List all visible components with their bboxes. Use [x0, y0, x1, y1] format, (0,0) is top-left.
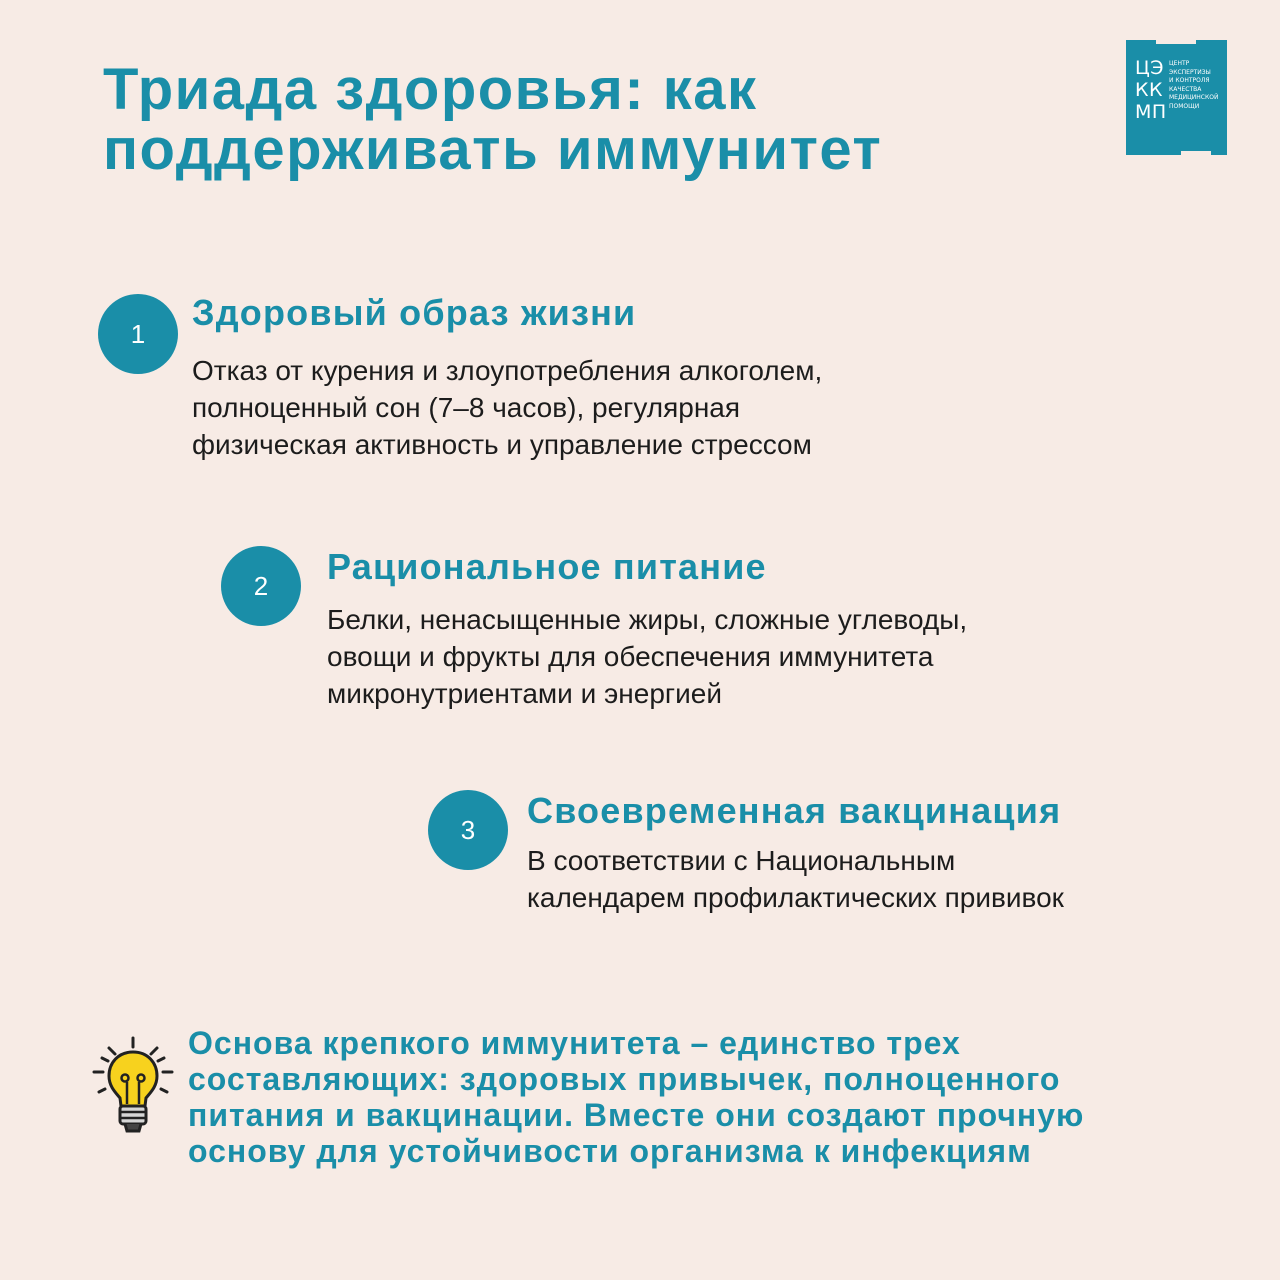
- step-description-line: полноценный сон (7–8 часов), регулярная: [192, 392, 741, 423]
- conclusion-line: составляющих: здоровых привычек, полноценного: [188, 1061, 1061, 1097]
- step-heading: Своевременная вакцинация: [527, 790, 1062, 831]
- conclusion-line: основу для устойчивости организма к инфекциям: [188, 1133, 1032, 1169]
- lightbulb-icon: [92, 1036, 174, 1136]
- logo-name-line: ПОМОЩИ: [1169, 102, 1200, 110]
- logo-name-line: ЭКСПЕРТИЗЫ: [1169, 68, 1211, 76]
- step-description: [527, 842, 1064, 916]
- step-description: [327, 601, 967, 712]
- step-description-line: В соответствии с Национальным: [527, 845, 956, 876]
- logo-name-line: И КОНТРОЛЯ: [1169, 77, 1210, 84]
- conclusion-line: питания и вакцинации. Вместе они создают прочную: [188, 1097, 1085, 1133]
- step-description-line: физическая активность и управление стрессом: [192, 429, 812, 460]
- logo-abbr-line: ЦЭ: [1135, 57, 1165, 79]
- step-number-badge: 2: [221, 546, 301, 626]
- conclusion-line: Основа крепкого иммунитета – единство трех: [188, 1025, 961, 1061]
- title-line: Триада здоровья: как: [103, 57, 758, 122]
- organization-logo: [1126, 40, 1227, 155]
- logo-abbr-line: МП: [1135, 101, 1167, 123]
- step-heading: Здоровый образ жизни: [192, 292, 637, 333]
- logo-name-line: МЕДИЦИНСКОЙ: [1169, 94, 1219, 101]
- logo-abbr-line: КК: [1135, 79, 1163, 101]
- logo-abbreviation: [1135, 57, 1167, 123]
- step-number-badge: 3: [428, 790, 508, 870]
- conclusion-text: [188, 1025, 1188, 1169]
- title-line: поддерживать иммунитет: [103, 117, 883, 182]
- step-description-line: календарем профилактических прививок: [527, 882, 1064, 913]
- step-description-line: Отказ от курения и злоупотребления алкоголем,: [192, 355, 823, 386]
- step-description: [192, 352, 822, 463]
- logo-name-line: КАЧЕСТВА: [1169, 85, 1202, 93]
- step-heading: Рациональное питание: [327, 546, 767, 587]
- step-description-line: овощи и фрукты для обеспечения иммунитета: [327, 641, 934, 672]
- step-description-line: микронутриентами и энергией: [327, 678, 722, 709]
- logo-full-name: [1169, 60, 1218, 111]
- step-number-badge: 1: [98, 294, 178, 374]
- page-title: [103, 57, 1063, 182]
- logo-name-line: ЦЕНТР: [1169, 60, 1190, 67]
- step-description-line: Белки, ненасыщенные жиры, сложные углеводы,: [327, 604, 968, 635]
